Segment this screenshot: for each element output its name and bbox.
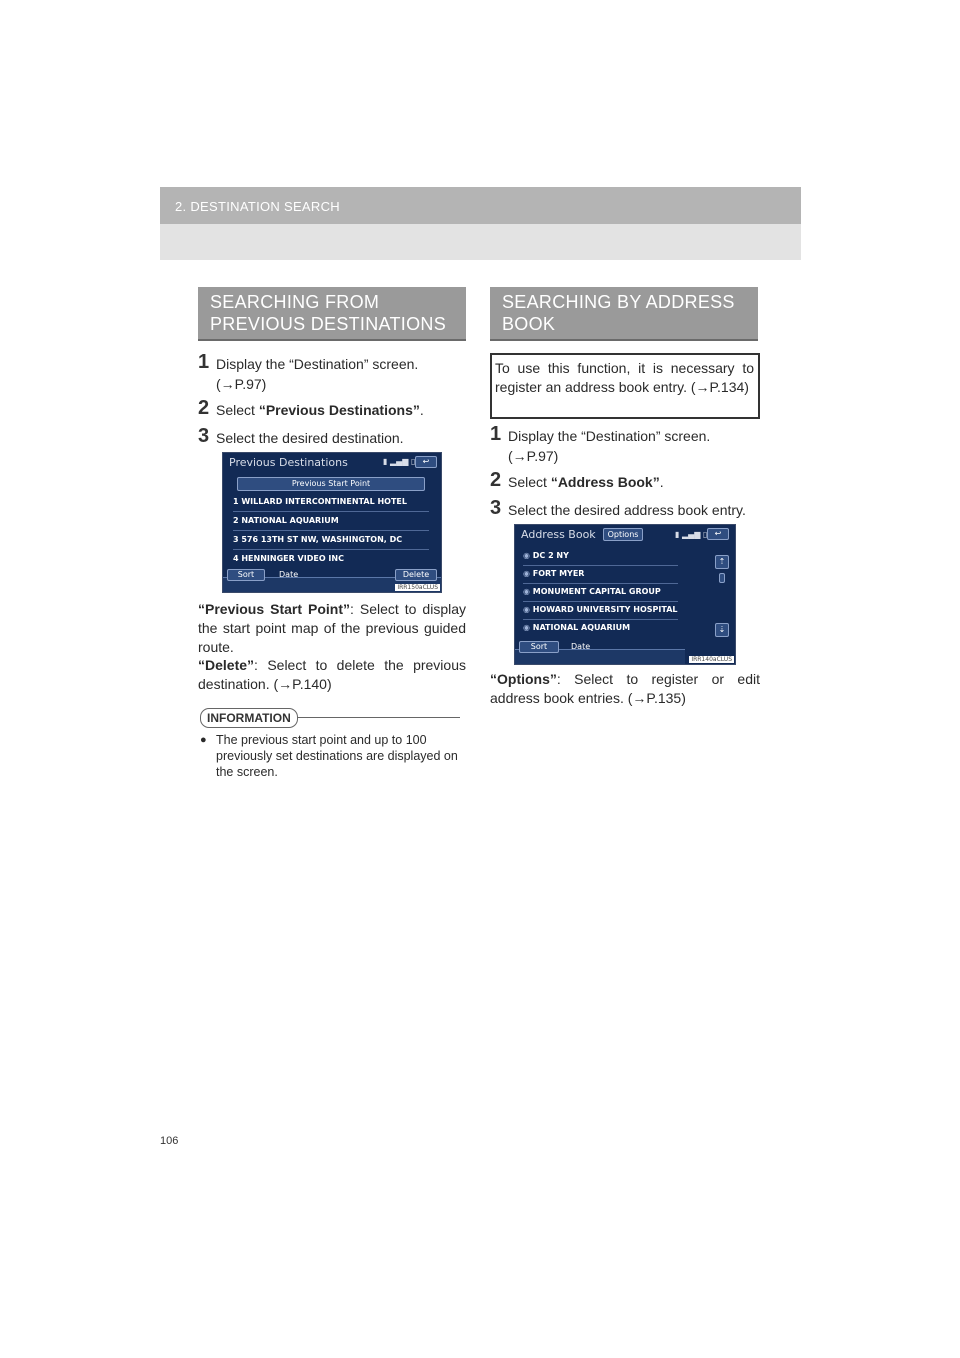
entry-icon: ◉ — [523, 623, 533, 632]
step-text: Select — [508, 474, 551, 490]
row-divider — [523, 565, 678, 566]
left-section-heading — [198, 287, 466, 341]
status-icons: ▮ ▂▄▆ ▯ — [675, 530, 708, 539]
step-ref: (→P.97) — [508, 448, 559, 464]
list-item[interactable] — [523, 623, 630, 632]
sort-mode-label: Date — [571, 642, 591, 651]
status-icons: ▮ ▂▄▆ ▯ — [383, 457, 416, 466]
step-text: Display the “Destination” screen. — [508, 428, 711, 444]
row-divider — [523, 601, 678, 602]
options-button[interactable]: Options — [603, 528, 643, 541]
entry-name: DC 2 NY — [532, 551, 569, 560]
back-button[interactable]: ↩ — [415, 456, 437, 468]
step-number: 1 — [490, 423, 502, 445]
desc-term: “Previous Start Point” — [198, 601, 350, 617]
step-bold-term: “Address Book” — [550, 474, 660, 490]
row-divider — [523, 619, 678, 620]
desc-options — [490, 670, 760, 708]
information-label: INFORMATION — [200, 708, 298, 728]
entry-icon: ◉ — [523, 569, 533, 578]
figure-code: IRR140aCLUS — [691, 656, 732, 663]
list-item[interactable] — [523, 551, 569, 560]
entry-name: HOWARD UNIVERSITY HOSPITAL — [532, 605, 678, 614]
left-step-3 — [198, 425, 466, 448]
step-number: 2 — [490, 469, 502, 491]
entry-name: NATIONAL AQUARIUM — [532, 623, 631, 632]
left-step-2 — [198, 397, 466, 420]
desc-text: : Select to register or edit address book entries. (→P.135) — [490, 671, 760, 706]
entry-icon: ◉ — [523, 605, 533, 614]
step-number: 3 — [198, 425, 210, 447]
list-item[interactable] — [523, 569, 584, 578]
entry-name: MONUMENT CAPITAL GROUP — [532, 587, 661, 596]
step-bold-term: “Previous Destinations” — [258, 402, 420, 418]
entry-name: FORT MYER — [532, 569, 585, 578]
entry-icon: ◉ — [523, 551, 533, 560]
list-item[interactable] — [523, 587, 661, 596]
page-up-button[interactable]: ⇡ — [715, 555, 729, 569]
row-divider — [233, 530, 429, 531]
step-text-end: . — [659, 474, 664, 490]
row-divider — [233, 549, 429, 550]
back-button[interactable]: ↩ — [707, 528, 729, 540]
header-band — [160, 187, 801, 260]
step-text-end: . — [419, 402, 424, 418]
desc-delete — [198, 656, 466, 694]
info-bullet — [200, 732, 460, 780]
figure-code: IRR150aCLUS — [397, 584, 438, 591]
right-step-1 — [490, 423, 758, 466]
row-divider — [233, 511, 429, 512]
page-number: 106 — [160, 1135, 179, 1147]
desc-text: : Select to delete the previous destination. (→P.140) — [198, 657, 466, 692]
step-number: 3 — [490, 497, 502, 519]
list-item[interactable]: 2 NATIONAL AQUARIUM — [233, 516, 339, 525]
sort-button[interactable]: Sort — [227, 569, 265, 581]
entry-icon: ◉ — [523, 587, 533, 596]
info-text: The previous start point and up to 100 previously set destinations are displayed on the screen. — [216, 733, 458, 779]
step-text: Select the desired destination. — [216, 430, 404, 446]
scrollbar-thumb[interactable] — [719, 573, 725, 583]
desc-term: “Delete” — [198, 657, 255, 673]
desc-previous-start-point — [198, 600, 466, 657]
delete-button[interactable]: Delete — [395, 569, 437, 581]
left-step-1 — [198, 351, 466, 394]
screen-title: Previous Destinations — [229, 456, 348, 469]
bullet-icon: ● — [200, 734, 207, 746]
right-section-heading — [490, 287, 758, 341]
step-text: Select — [216, 402, 259, 418]
previous-destinations-screen — [222, 452, 442, 593]
left-heading-line2: PREVIOUS DESTINATIONS — [210, 314, 447, 334]
step-ref: (→P.97) — [216, 376, 267, 392]
sort-mode-label: Date — [279, 570, 299, 579]
header-strip — [160, 187, 801, 224]
right-heading-line2: BOOK — [502, 314, 556, 334]
list-item[interactable]: 3 576 13TH ST NW, WASHINGTON, DC — [233, 535, 403, 544]
address-book-screen — [514, 524, 736, 665]
page-down-button[interactable]: ⇣ — [715, 623, 729, 637]
right-step-2 — [490, 469, 758, 492]
step-number: 2 — [198, 397, 210, 419]
section-title: 2. DESTINATION SEARCH — [175, 199, 340, 214]
information-box — [200, 708, 466, 788]
desc-text: : Select to display the start point map of the previous guided route. — [198, 601, 466, 655]
sort-button[interactable]: Sort — [519, 641, 559, 653]
step-number: 1 — [198, 351, 210, 373]
desc-term: “Options” — [490, 671, 557, 687]
step-text: Display the “Destination” screen. — [216, 356, 419, 372]
right-step-3 — [490, 497, 758, 520]
list-item[interactable] — [523, 605, 677, 614]
previous-start-point-button[interactable]: Previous Start Point — [237, 477, 425, 491]
note-box: To use this function, it is necessary to register an address book entry. (→P.134) — [490, 353, 760, 419]
row-divider — [523, 583, 678, 584]
screen-title: Address Book — [521, 528, 596, 541]
step-text: Select the desired address book entry. — [508, 502, 746, 518]
right-heading-line1: SEARCHING BY ADDRESS — [502, 292, 735, 312]
list-item[interactable]: 4 HENNINGER VIDEO INC — [233, 554, 344, 563]
left-heading-line1: SEARCHING FROM — [210, 292, 380, 312]
list-item[interactable]: 1 WILLARD INTERCONTINENTAL HOTEL — [233, 497, 407, 506]
